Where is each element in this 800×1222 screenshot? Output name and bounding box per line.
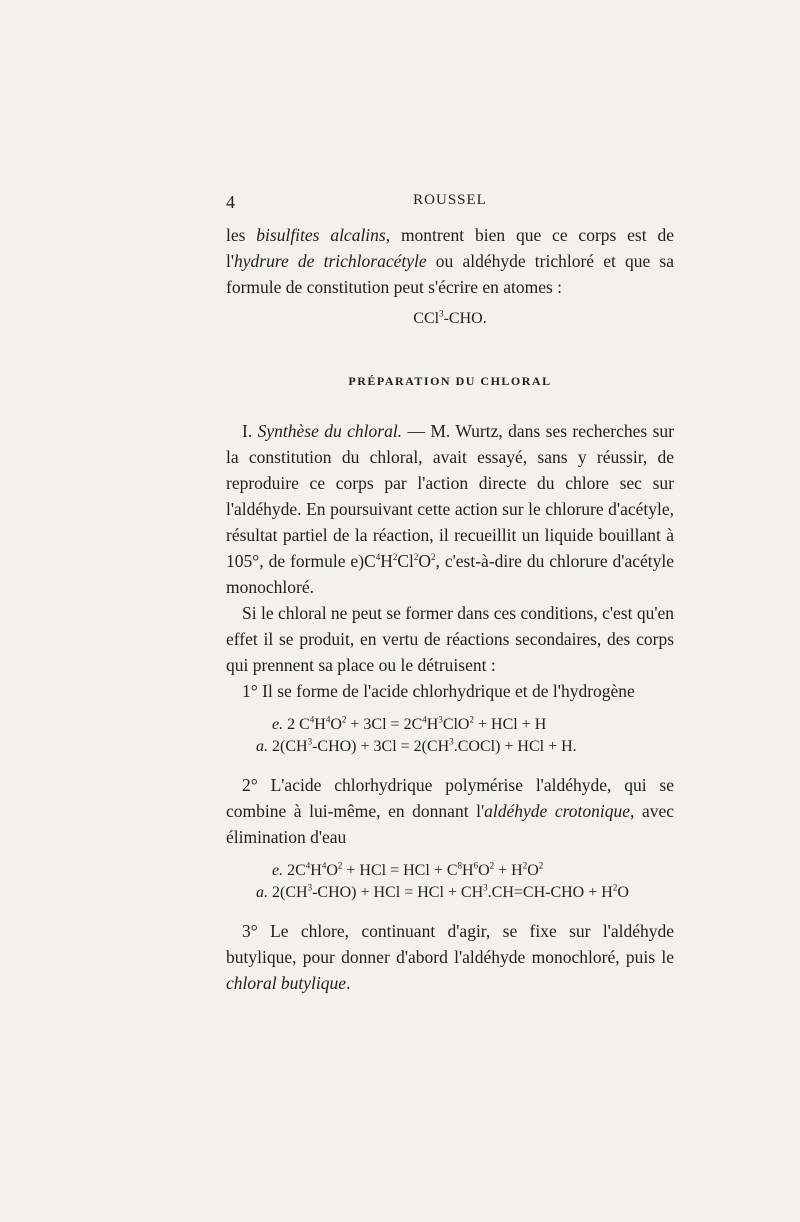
formula-chloral: CCl$^3$-CHO. [413, 308, 487, 327]
running-title: ROUSSEL [413, 192, 487, 208]
equation-4: a. $2(CH^3-CHO)$ + HCl = HCl + $CH^3.CH=CH$-CHO + $H^2O$ [256, 882, 629, 901]
page-header [226, 192, 674, 216]
equation-group-1 [226, 714, 674, 758]
paragraph-intro: les bisulfites alcalins, montrent bien que ce corps est de l'hydrure de trichloracétyle ou aldéhyde trichloré et que sa formule de constitution peut s'écrire en atomes : [226, 225, 674, 297]
section-title: PRÉPARATION DU CHLORAL [348, 374, 552, 388]
paragraph-item-1: 1° Il se forme de l'acide chlorhydrique et de l'hydrogène [242, 681, 635, 701]
paragraph-synthese: I. Synthèse du chloral. — M. Wurtz, dans ses recherches sur la constitution du chloral, avait essayé, sans y réussir, de reproduire ce corps par l'action directe du chlore sec sur l'aldéhyde. En poursuivant cette action sur le chlorure d'acétyle, résultat partiel de la réaction, il recueillit un liquide bouillant à 105°, de formule $e)C^4H^2Cl^2O^2$, c'est-à-dire du chlorure d'acétyle monochloré. [226, 421, 675, 597]
paragraph-item-3: 3° Le chlore, continuant d'agir, se fixe sur l'aldéhyde butylique, pour donner d'abord l'aldéhyde monochloré, puis le chloral butylique. [226, 921, 674, 993]
page-number: 4 [226, 192, 235, 212]
equation-1: e. 2 $C^4H^4O^2 + 3Cl = 2C^4H^3ClO^2$ + HCl + H [272, 714, 547, 733]
paragraph-item-2: 2° L'acide chlorhydrique polymérise l'aldéhyde, qui se combine à lui-même, en donnant l'aldéhyde crotonique, avec élimination d'eau [226, 775, 674, 847]
equation-2: a. $2(CH^3-CHO) + 3Cl$ = $2(CH^3.COCl)$ + HCl + H. [256, 736, 577, 755]
equation-group-2 [226, 860, 674, 904]
paragraph-conditions: Si le chloral ne peut se former dans ces conditions, c'est qu'en effet il se produit, en vertu de réactions secondaires, des corps qui prennent sa place ou le détruisent : [226, 603, 675, 675]
equation-3: e. $2C^4H^4O^2$ + HCl = HCl + $C^8H^6O^2 + H^2O^2$ [272, 860, 544, 879]
body-text [226, 222, 674, 996]
